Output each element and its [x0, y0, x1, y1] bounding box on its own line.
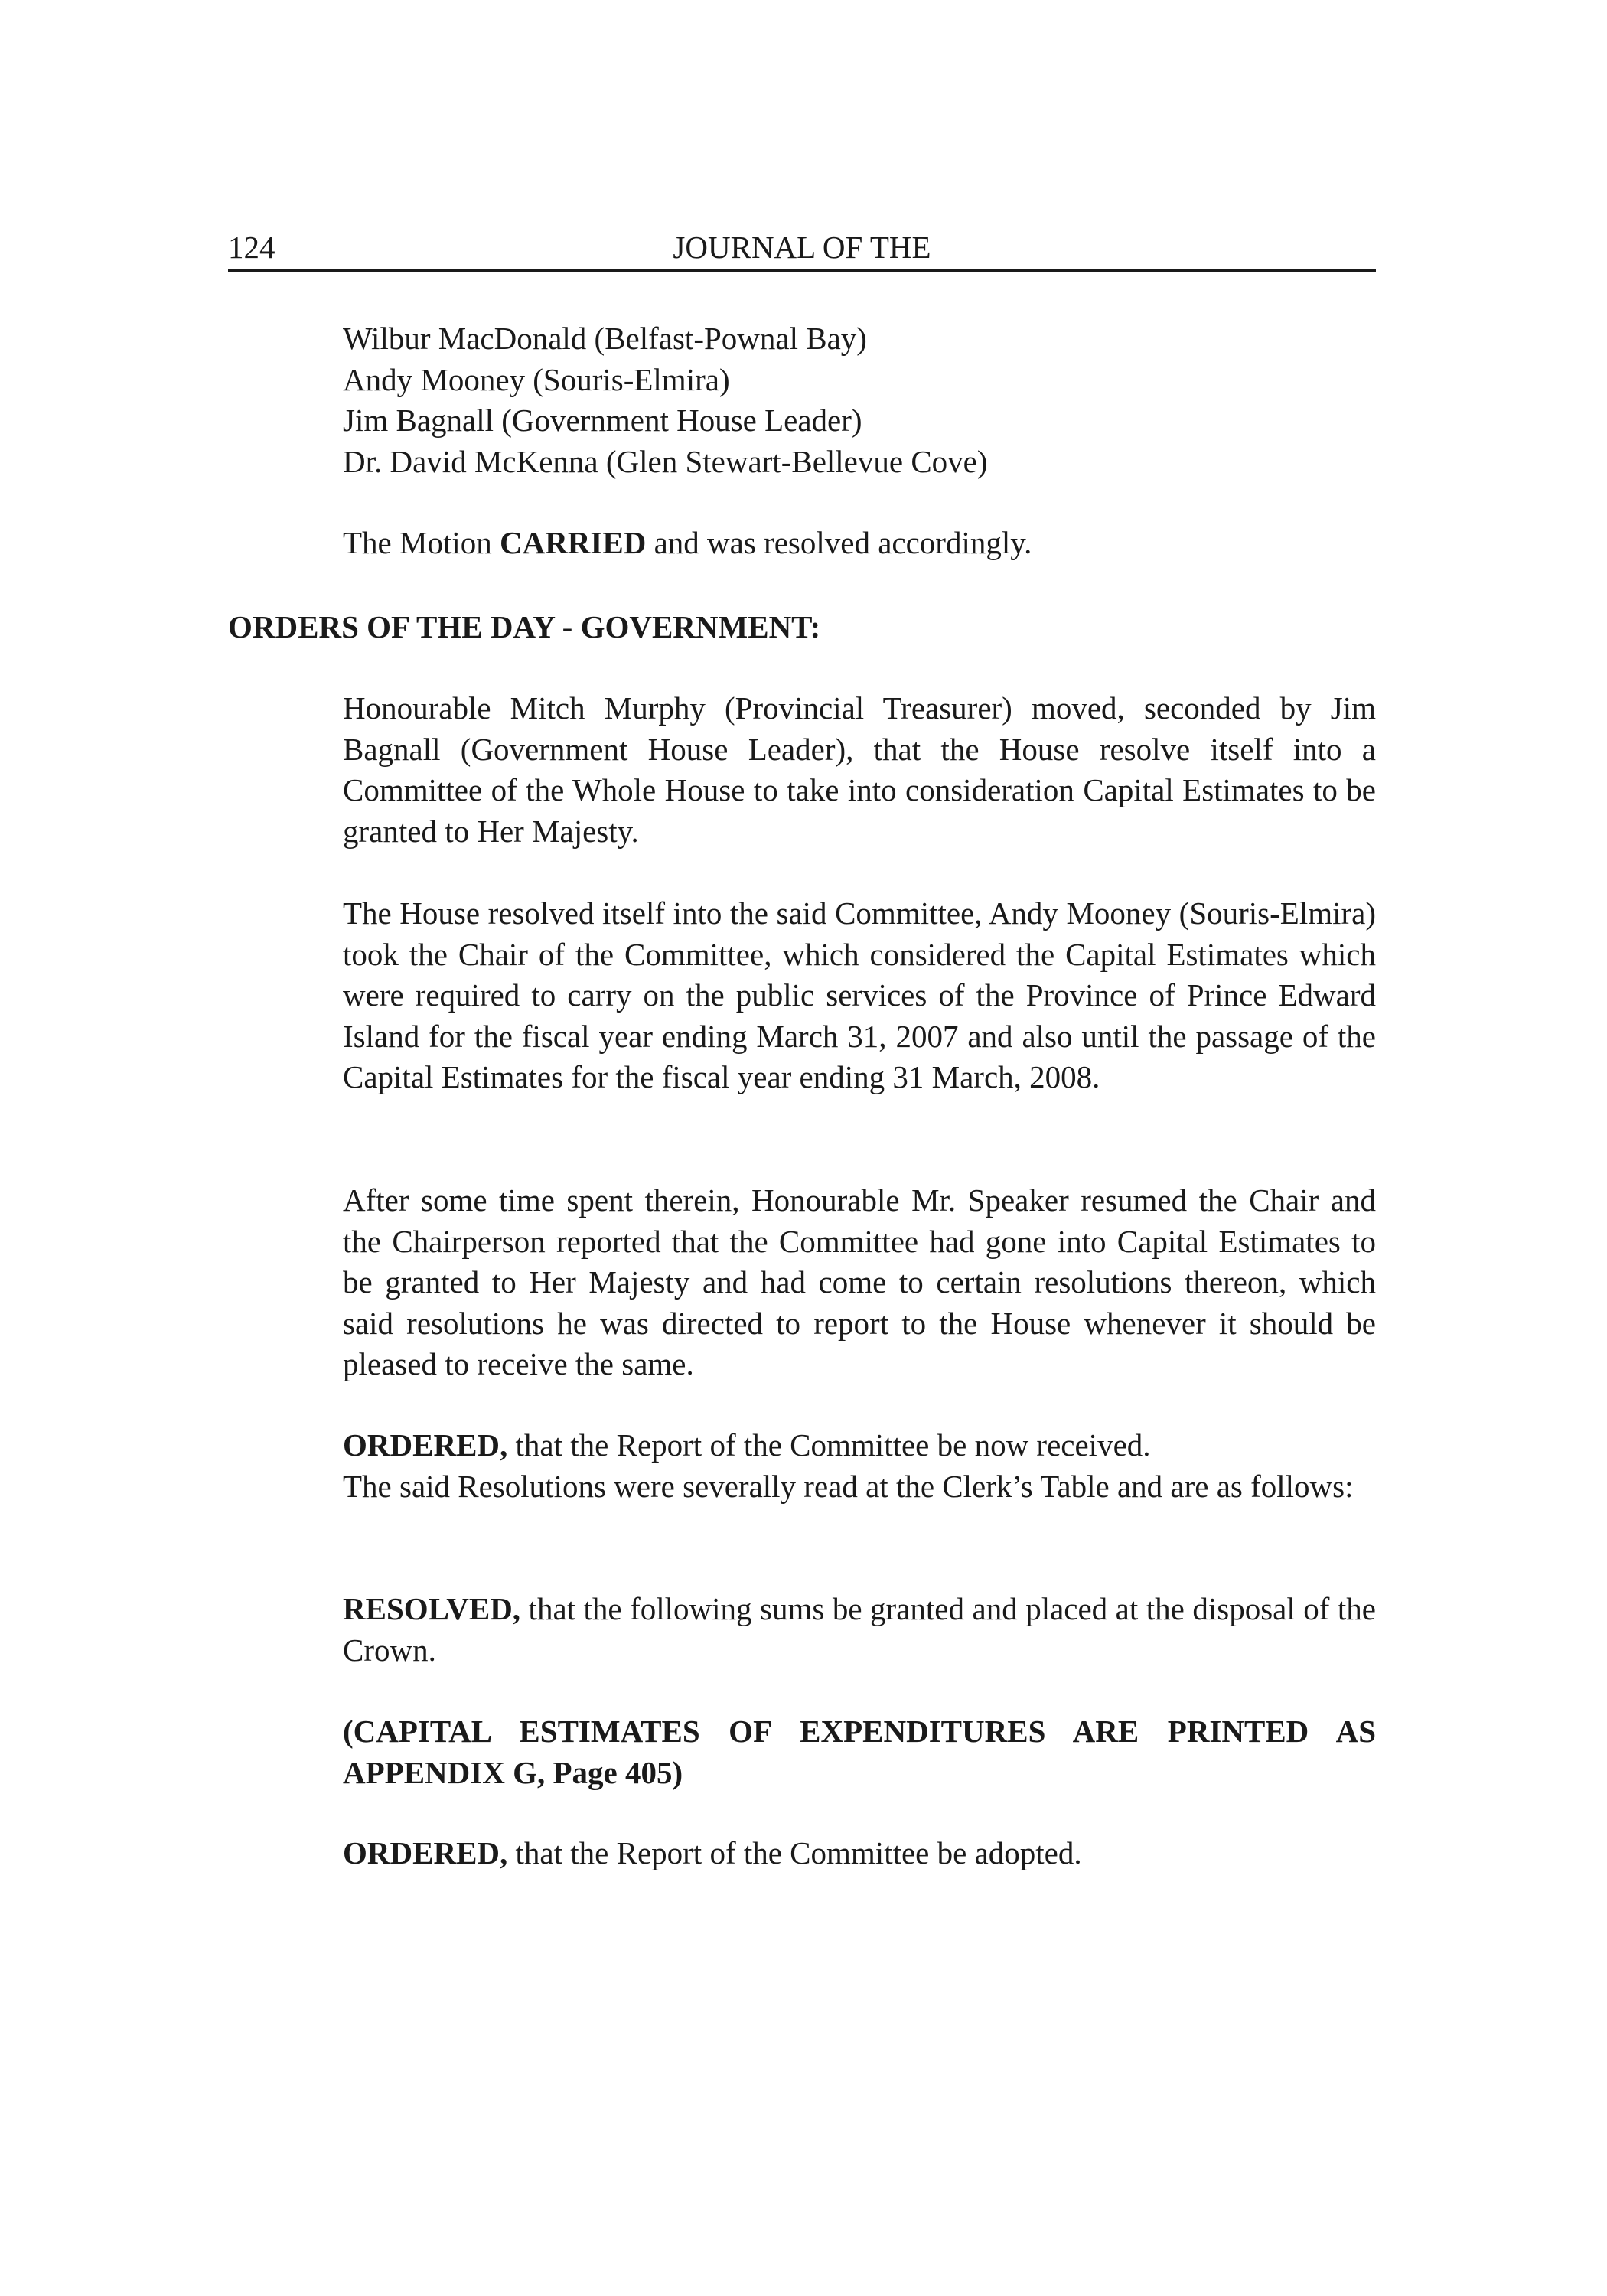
ordered-received	[343, 1425, 1376, 1466]
paragraph-motion-moved: Honourable Mitch Murphy (Provincial Treasurer) moved, seconded by Jim Bagnall (Government House Leader), that the House resolve itself into a Committee of the Whole House to take into consideration Capital Estimates to be granted to Her Majesty.	[343, 690, 1376, 849]
ordered-adopted	[343, 1833, 1376, 1874]
motion-result-lead: The Motion	[343, 525, 500, 560]
motion-result-tail: and was resolved accordingly.	[646, 525, 1032, 560]
ordered-received-text: that the Report of the Committee be now received.	[507, 1427, 1151, 1463]
resolved-keyword: RESOLVED,	[343, 1591, 521, 1626]
ordered-adopted-text: that the Report of the Committee be adopted.	[507, 1835, 1082, 1870]
member-list-item: Jim Bagnall (Government House Leader)	[343, 403, 862, 438]
resolved-text: that the following sums be granted and placed at the disposal of the Crown.	[343, 1591, 1376, 1668]
page-header	[228, 226, 1376, 272]
motion-carried-word: CARRIED	[499, 525, 647, 560]
member-list-item: Dr. David McKenna (Glen Stewart-Bellevue Cove)	[343, 443, 988, 479]
member-list-item: Andy Mooney (Souris-Elmira)	[343, 361, 730, 397]
page-number: 124	[228, 230, 275, 265]
member-list	[343, 318, 1376, 482]
paragraph-committee-report: After some time spent therein, Honourable Mr. Speaker resumed the Chair and the Chairperson reported that the Committee had gone into Capital Estimates to be granted to Her Majesty and had come to certain resolutions thereon, which said resolutions he was directed to report to the House whenever it should be pleased to receive the same.	[343, 1182, 1376, 1381]
section-heading: ORDERS OF THE DAY - GOVERNMENT:	[228, 609, 821, 644]
appendix-note: (CAPITAL ESTIMATES OF EXPENDITURES ARE PRINTED AS APPENDIX G, Page 405)	[343, 1714, 1376, 1790]
ordered-keyword: ORDERED,	[343, 1427, 508, 1463]
paragraph-resolutions-read: The said Resolutions were severally read at the Clerk’s Table and are as follows:	[343, 1469, 1354, 1504]
member-list-item: Wilbur MacDonald (Belfast-Pownal Bay)	[343, 321, 867, 356]
motion-result	[343, 523, 1376, 564]
paragraph-committee: The House resolved itself into the said Committee, Andy Mooney (Souris-Elmira) took the Chair of the Committee, which considered the Capital Estimates which were required to carry on the public services of the Province of Prince Edward Island for the fiscal year ending March 31, 2007 and also until the passage of the Capital Estimates for the fiscal year ending 31 March, 2008.	[343, 895, 1376, 1094]
ordered-keyword: ORDERED,	[343, 1835, 508, 1870]
resolved-paragraph	[343, 1589, 1376, 1671]
running-head: JOURNAL OF THE	[673, 230, 931, 265]
